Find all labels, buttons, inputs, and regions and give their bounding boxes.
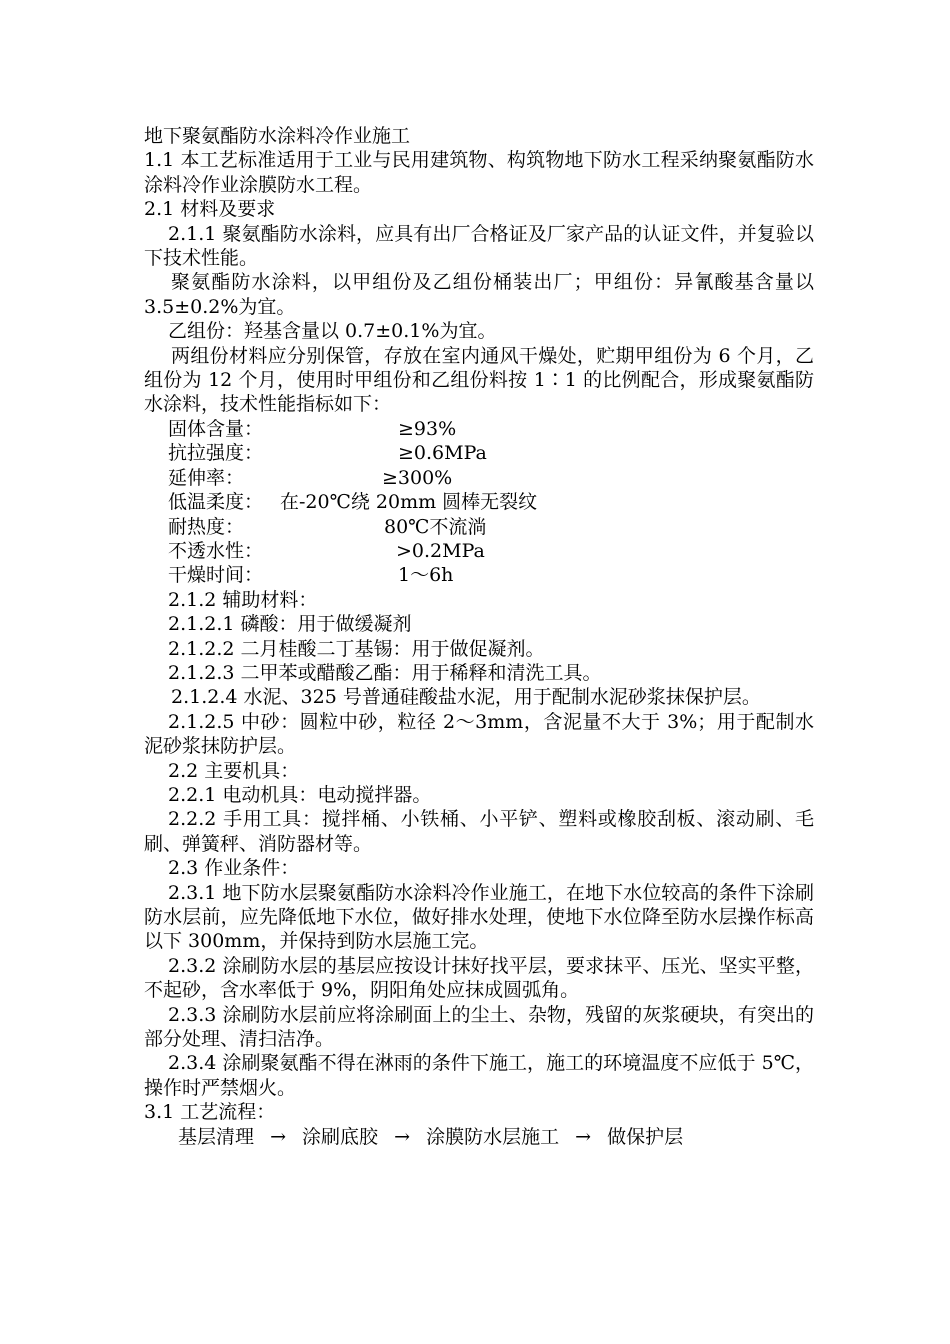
document-page [144, 124, 814, 1149]
flow-step-base-cleaning: 基层清理 [178, 1125, 255, 1148]
section-2-2-2: 2.2.2 手用工具：搅拌桶、小铁桶、小平铲、塑料或橡胶刮板、滚动刷、毛刷、弹簧秤、消防器材等。 [144, 808, 814, 855]
section-2-3-1: 2.3.1 地下防水层聚氨酯防水涂料冷作业施工，在地下水位较高的条件下涂刷防水层前，应先降低地下水位，做好排水处理，使地下水位降至防水层操作标高以下 300mm，并保持到防水层施工完。 [144, 881, 814, 953]
spec-label: 抗拉强度： [168, 442, 264, 465]
section-2-2-heading: 2.2 主要机具： [168, 759, 300, 782]
section-2-1-2-2: 2.1.2.2 二月桂酸二丁基锡：用于做促凝剂。 [168, 637, 545, 660]
flow-step-primer: 涂刷底胶 [302, 1125, 379, 1148]
section-2-1-2-3: 2.1.2.3 二甲苯或醋酸乙酯：用于稀释和清洗工具。 [168, 661, 602, 684]
spec-label: 不透水性： [168, 539, 264, 562]
spec-row-low-temp-flexibility [144, 490, 814, 514]
section-2-1-2-1: 2.1.2.1 磷酸：用于做缓凝剂 [168, 613, 412, 636]
spec-label: 耐热度： [168, 515, 245, 538]
section-2-1-2-5: 2.1.2.5 中砂：圆粒中砂，粒径 2～3mm，含泥量不大于 3%；用于配制水泥砂浆抹防护层。 [144, 710, 814, 758]
spec-row-elongation [144, 466, 814, 490]
arrow-right-icon: → [270, 1125, 286, 1148]
section-2-3-4: 2.3.4 涂刷聚氨酯不得在淋雨的条件下施工，施工的环境温度不应低于 5℃，操作时严禁烟火。 [144, 1052, 814, 1099]
section-3-1-heading: 3.1 工艺流程： [144, 1101, 276, 1124]
spec-value: 在-20℃绕 20mm 圆棒无裂纹 [280, 491, 538, 514]
spec-row-tensile-strength [144, 441, 814, 465]
section-2-3-heading: 2.3 作业条件： [168, 857, 300, 880]
section-2-1-1: 2.1.1 聚氨酯防水涂料，应具有出厂合格证及厂家产品的认证文件，并复验以下技术性能。 [144, 222, 814, 270]
spec-value: ≥0.6MPa [398, 442, 487, 465]
arrow-right-icon: → [575, 1125, 592, 1148]
spec-row-heat-resistance [144, 515, 814, 539]
paragraph-storage: 两组份材料应分别保管，存放在室内通风干燥处，贮期甲组份为 6 个月，乙组份为 12 个月，使用时甲组份和乙组份料按 1∶1 的比例配合，形成聚氨酯防水涂料，技术性能指标如下： [144, 344, 814, 416]
flow-step-protection: 做保护层 [607, 1125, 684, 1148]
arrow-right-icon: → [394, 1125, 411, 1148]
section-2-1-2: 2.1.2 辅助材料： [168, 588, 318, 611]
spec-label: 干燥时间： [168, 564, 264, 587]
section-2-1-2-4: 2.1.2.4 水泥、325 号普通硅酸盐水泥，用于配制水泥砂浆抹保护层。 [171, 686, 761, 709]
paragraph-component-b: 乙组份：羟基含量以 0.7±0.1%为宜。 [168, 320, 497, 343]
spec-value: 1～6h [398, 564, 454, 587]
paragraph-components: 聚氨酯防水涂料，以甲组份及乙组份桶装出厂；甲组份：异氰酸基含量以 3.5±0.2%为宜。 [144, 271, 814, 318]
section-1-1: 1.1 本工艺标准适用于工业与民用建筑物、构筑物地下防水工程采纳聚氨酯防水涂料冷作业涂膜防水工程。 [144, 149, 814, 196]
spec-label: 固体含量： [168, 417, 264, 440]
section-2-3-2: 2.3.2 涂刷防水层的基层应按设计抹好找平层，要求抹平、压光、坚实平整，不起砂，含水率低于 9%，阴阳角处应抹成圆弧角。 [144, 954, 814, 1002]
spec-value: ≥300% [382, 466, 453, 489]
spec-row-drying-time [144, 563, 814, 587]
spec-value: 80℃不流淌 [384, 515, 487, 538]
spec-row-solid-content [144, 417, 814, 441]
process-flow [144, 1125, 814, 1149]
section-2-2-1: 2.2.1 电动机具：电动搅拌器。 [168, 783, 432, 806]
spec-value: ≥93% [398, 417, 457, 440]
spec-value: >0.2MPa [396, 539, 485, 562]
spec-label: 低温柔度： [168, 491, 264, 514]
spec-list [144, 417, 814, 588]
section-2-1-heading: 2.1 材料及要求 [144, 198, 276, 221]
section-2-3-3: 2.3.3 涂刷防水层前应将涂刷面上的尘土、杂物，残留的灰浆硬块，有突出的部分处理、清扫洁净。 [144, 1003, 814, 1051]
spec-row-impermeability [144, 539, 814, 563]
document-title: 地下聚氨酯防水涂料冷作业施工 [144, 125, 411, 147]
spec-label: 延伸率： [168, 466, 245, 489]
flow-step-membrane: 涂膜防水层施工 [426, 1125, 560, 1148]
